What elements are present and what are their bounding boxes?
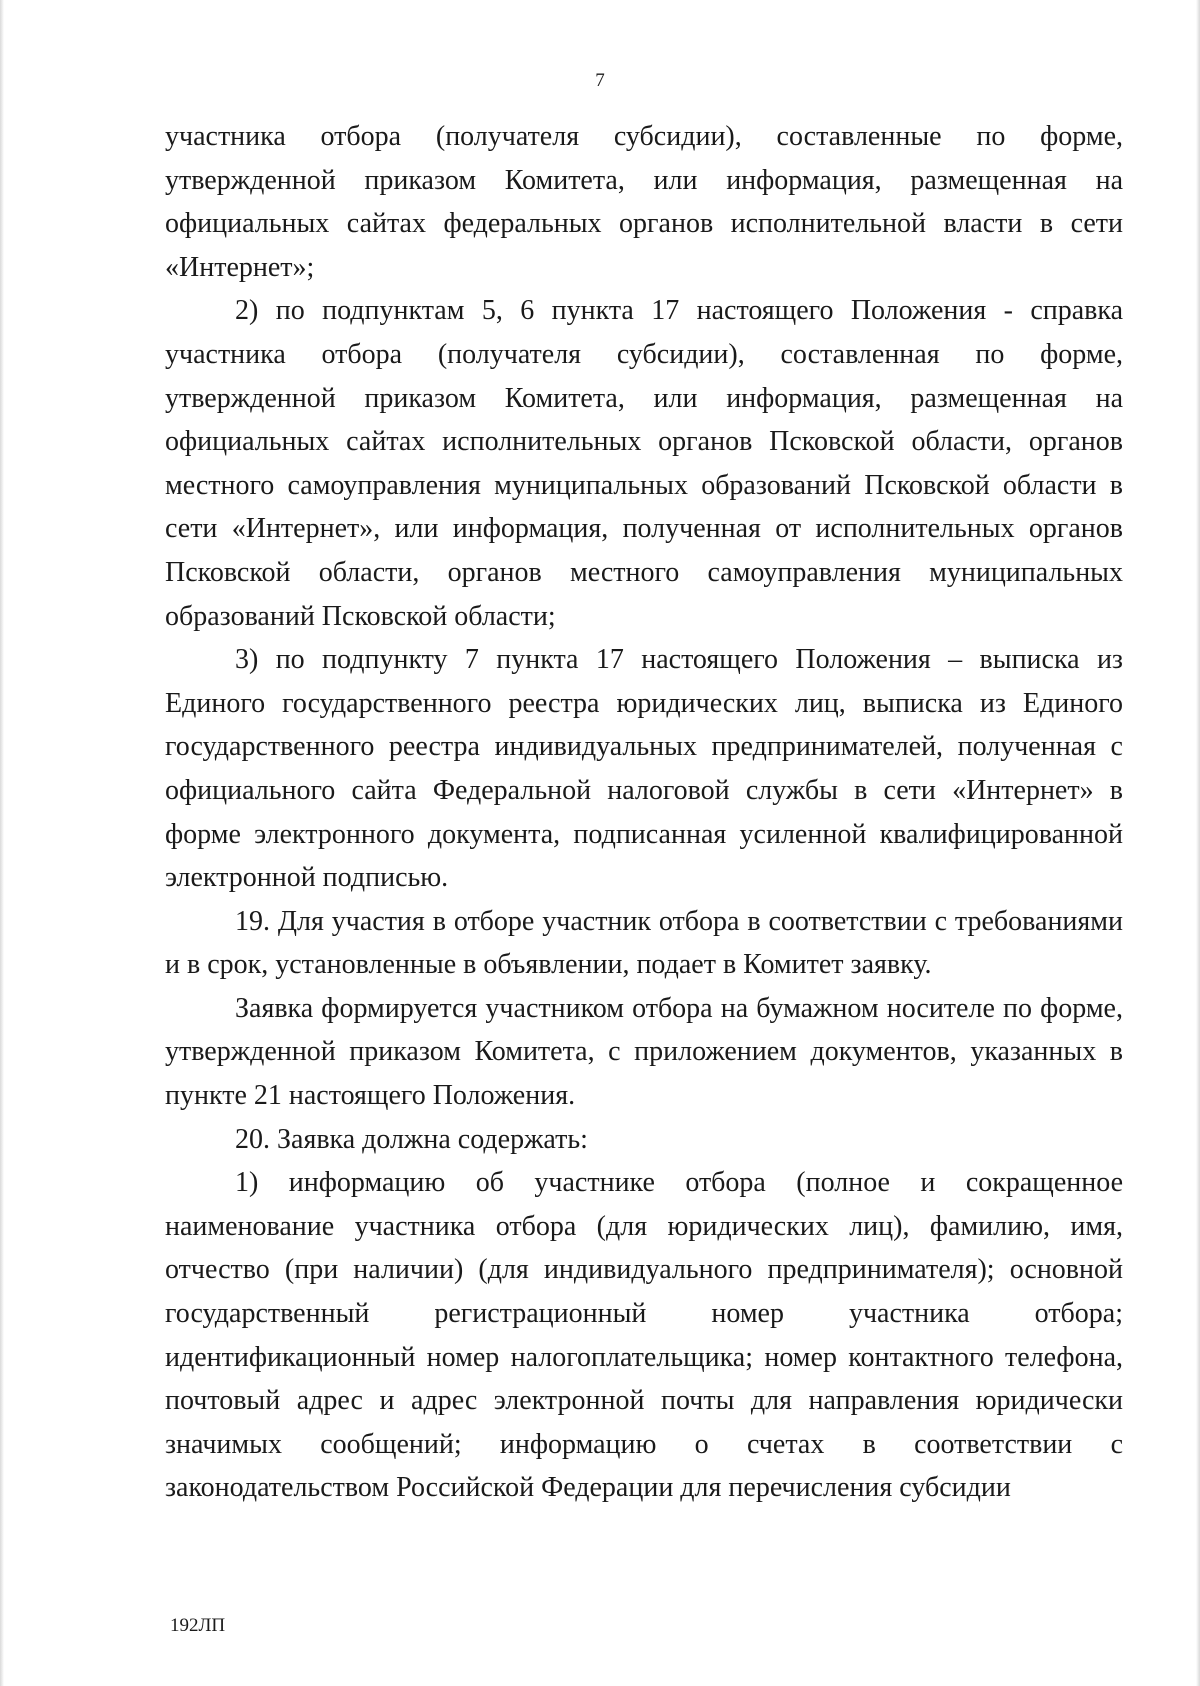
paragraph-clause-19: 19. Для участия в отборе участник отбора в соответствии с требованиями и в срок, установленные в объявлении, подает в Комитет заявку.: [165, 905, 1123, 981]
paragraph-application-form: Заявка формируется участником отбора на бумажном носителе по форме, утвержденной приказом Комитета, с приложением документов, указанных в пункте 21 настоящего Положения.: [165, 992, 1123, 1112]
scan-edge-left: [0, 0, 4, 1686]
paragraph-clause-20: 20. Заявка должна содержать:: [235, 1123, 588, 1155]
document-code: 192ЛП: [170, 1615, 226, 1636]
paragraph-subitem-3: 3) по подпункту 7 пункта 17 настоящего Положения – выписка из Единого государственного реестра юридических лиц, выписка из Единого государственного реестра индивидуальных предпринимателей, полученная с официального сайта Федеральной налоговой службы в сети «Интернет» в форме электронного документа, подписанная усиленной квалифицированной электронной подписью.: [165, 644, 1123, 894]
paragraph-subitem-2: 2) по подпунктам 5, 6 пункта 17 настоящего Положения - справка участника отбора (получателя субсидии), составленная по форме, утвержденной приказом Комитета, или информация, размещенная на официальных сайтах исполнительных органов Псковской области, органов местного самоуправления муниципальных образований Псковской области в сети «Интернет», или информация, полученная от исполнительных органов Псковской области, органов местного самоуправления муниципальных образований Псковской области;: [165, 295, 1123, 632]
page-number: 7: [595, 70, 605, 91]
scan-edge-right: [1196, 0, 1200, 1686]
document-body: [165, 115, 1123, 1510]
paragraph-clause-20-item-1: 1) информацию об участнике отбора (полное и сокращенное наименование участника отбора (для юридических лиц), фамилию, имя, отчество (при наличии) (для индивидуального предпринимателя); основной государственный регистрационный номер участника отбора; идентификационный номер налогоплательщика; номер контактного телефона, почтовый адрес и адрес электронной почты для направления юридически значимых сообщений; информацию о счетах в соответствии с законодательством Российской Федерации для перечисления субсидии: [165, 1167, 1123, 1504]
paragraph-continuation: участника отбора (получателя субсидии), составленные по форме, утвержденной приказом Комитета, или информация, размещенная на официальных сайтах федеральных органов исполнительной власти в сети «Интернет»;: [165, 121, 1123, 283]
